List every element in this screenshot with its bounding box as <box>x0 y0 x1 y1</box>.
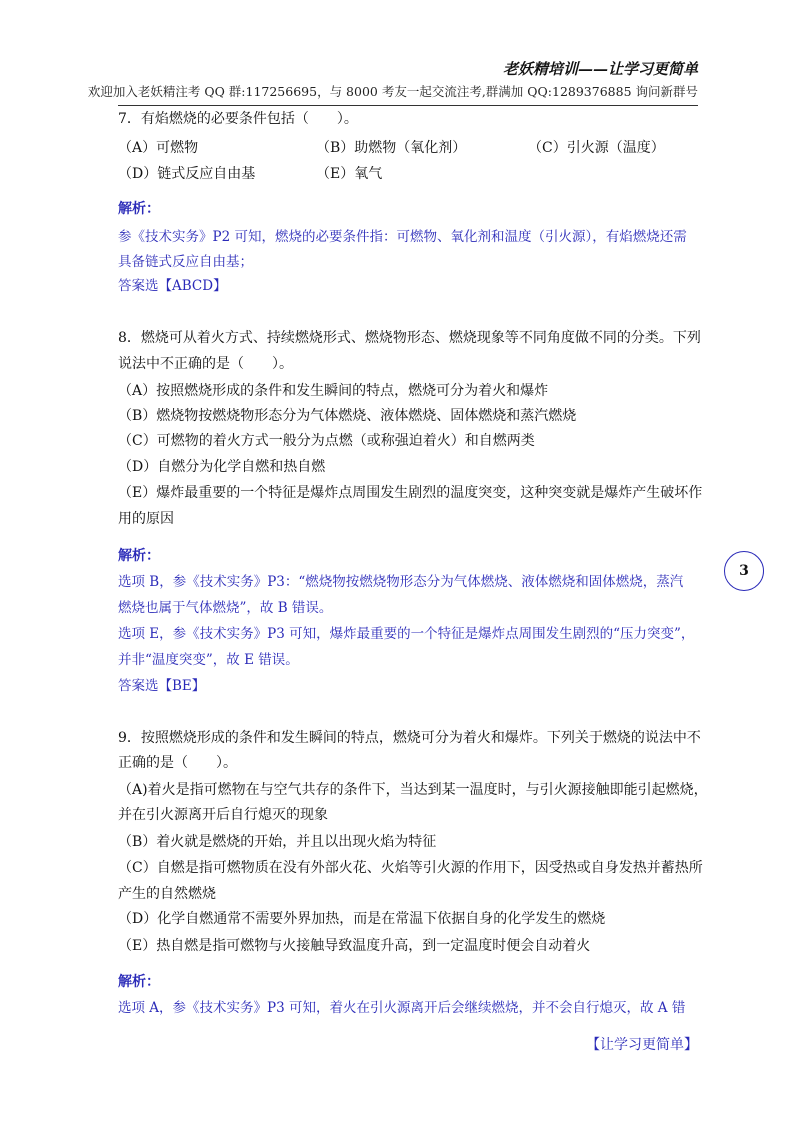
q7-analysis-line: 具备链式反应自由基； <box>118 254 253 270</box>
q8-answer: 答案选【BE】 <box>118 678 206 694</box>
header-subtitle: 欢迎加入老妖精注考 QQ 群:117256695，与 8000 考友一起交流注考,群满加 QQ:1289376885 询问新群号 <box>87 84 698 99</box>
q8-option: （C）可燃物的着火方式一般分为点燃（或称强迫着火）和自燃两类 <box>118 433 535 449</box>
q9-option: （C）自燃是指可燃物质在没有外部火花、火焰等引火源的作用下，因受热或自身发热并蓄热所 <box>118 860 703 876</box>
q7-option-d: （D）链式反应自由基 <box>118 166 256 182</box>
header-title: 老妖精培训——让学习更简单 <box>502 60 698 78</box>
q8-stem: 8．燃烧可从着火方式、持续燃烧形式、燃烧物形态、燃烧现象等不同角度做不同的分类。下列 <box>118 330 701 346</box>
q9-option: 产生的自然燃烧 <box>118 886 216 902</box>
q7-answer: 答案选【ABCD】 <box>118 278 227 294</box>
q8-option: 用的原因 <box>118 511 174 527</box>
q7-option-e: （E）氧气 <box>316 166 383 182</box>
q7-option-c: （C）引火源（温度） <box>528 140 665 156</box>
q9-option: （E）热自燃是指可燃物与火接触导致温度升高，到一定温度时便会自动着火 <box>118 938 591 954</box>
q9-stem: 正确的是（ ）。 <box>118 755 237 771</box>
q9-option: 并在引火源离开后自行熄灭的现象 <box>118 807 328 823</box>
q9-option: （A)着火是指可燃物在与空气共存的条件下，当达到某一温度时，与引火源接触即能引起燃烧， <box>118 782 708 798</box>
q9-stem: 9．按照燃烧形成的条件和发生瞬间的特点，燃烧可分为着火和爆炸。下列关于燃烧的说法中不 <box>118 730 701 746</box>
q8-analysis-line: 选项 B，参《技术实务》P3：“燃烧物按燃烧物形态分为气体燃烧、液体燃烧和固体燃烧，蒸汽 <box>118 574 684 590</box>
page-number: 3 <box>724 551 764 591</box>
footer-slogan: 【让学习更简单】 <box>586 1037 698 1053</box>
header-rule <box>118 105 698 106</box>
q8-analysis-label: 解析： <box>118 548 160 564</box>
q8-option: （B）燃烧物按燃烧物形态分为气体燃烧、液体燃烧、固体燃烧和蒸汽燃烧 <box>118 408 577 424</box>
q8-analysis-line: 燃烧也属于气体燃烧”，故 B 错误。 <box>118 600 333 616</box>
q8-stem: 说法中不正确的是（ ）。 <box>118 356 293 372</box>
q7-analysis-label: 解析： <box>118 201 160 217</box>
q8-option: （A）按照燃烧形成的条件和发生瞬间的特点，燃烧可分为着火和爆炸 <box>118 383 549 399</box>
q7-analysis-line: 参《技术实务》P2 可知，燃烧的必要条件指：可燃物、氧化剂和温度（引火源），有焰燃烧还需 <box>118 229 687 245</box>
q9-analysis-line: 选项 A，参《技术实务》P3 可知，着火在引火源离开后会继续燃烧，并不会自行熄灭，故 A 错 <box>118 1000 686 1016</box>
q8-option: （D）自燃分为化学自燃和热自燃 <box>118 459 326 475</box>
q7-option-a: （A）可燃物 <box>118 140 199 156</box>
q7-stem: 7．有焰燃烧的必要条件包括（ ）。 <box>118 111 358 127</box>
q8-option: （E）爆炸最重要的一个特征是爆炸点周围发生剧烈的温度突变，这种突变就是爆炸产生破坏作 <box>118 485 703 501</box>
q8-analysis-line: 选项 E，参《技术实务》P3 可知，爆炸最重要的一个特征是爆炸点周围发生剧烈的“压力突变”， <box>118 626 695 642</box>
q7-option-b: （B）助燃物（氧化剂） <box>316 140 467 156</box>
q9-option: （B）着火就是燃烧的开始，并且以出现火焰为特征 <box>118 834 437 850</box>
q9-option: （D）化学自燃通常不需要外界加热，而是在常温下依据自身的化学发生的燃烧 <box>118 911 606 927</box>
q8-analysis-line: 并非“温度突变”，故 E 错误。 <box>118 652 299 668</box>
q9-analysis-label: 解析： <box>118 974 160 990</box>
